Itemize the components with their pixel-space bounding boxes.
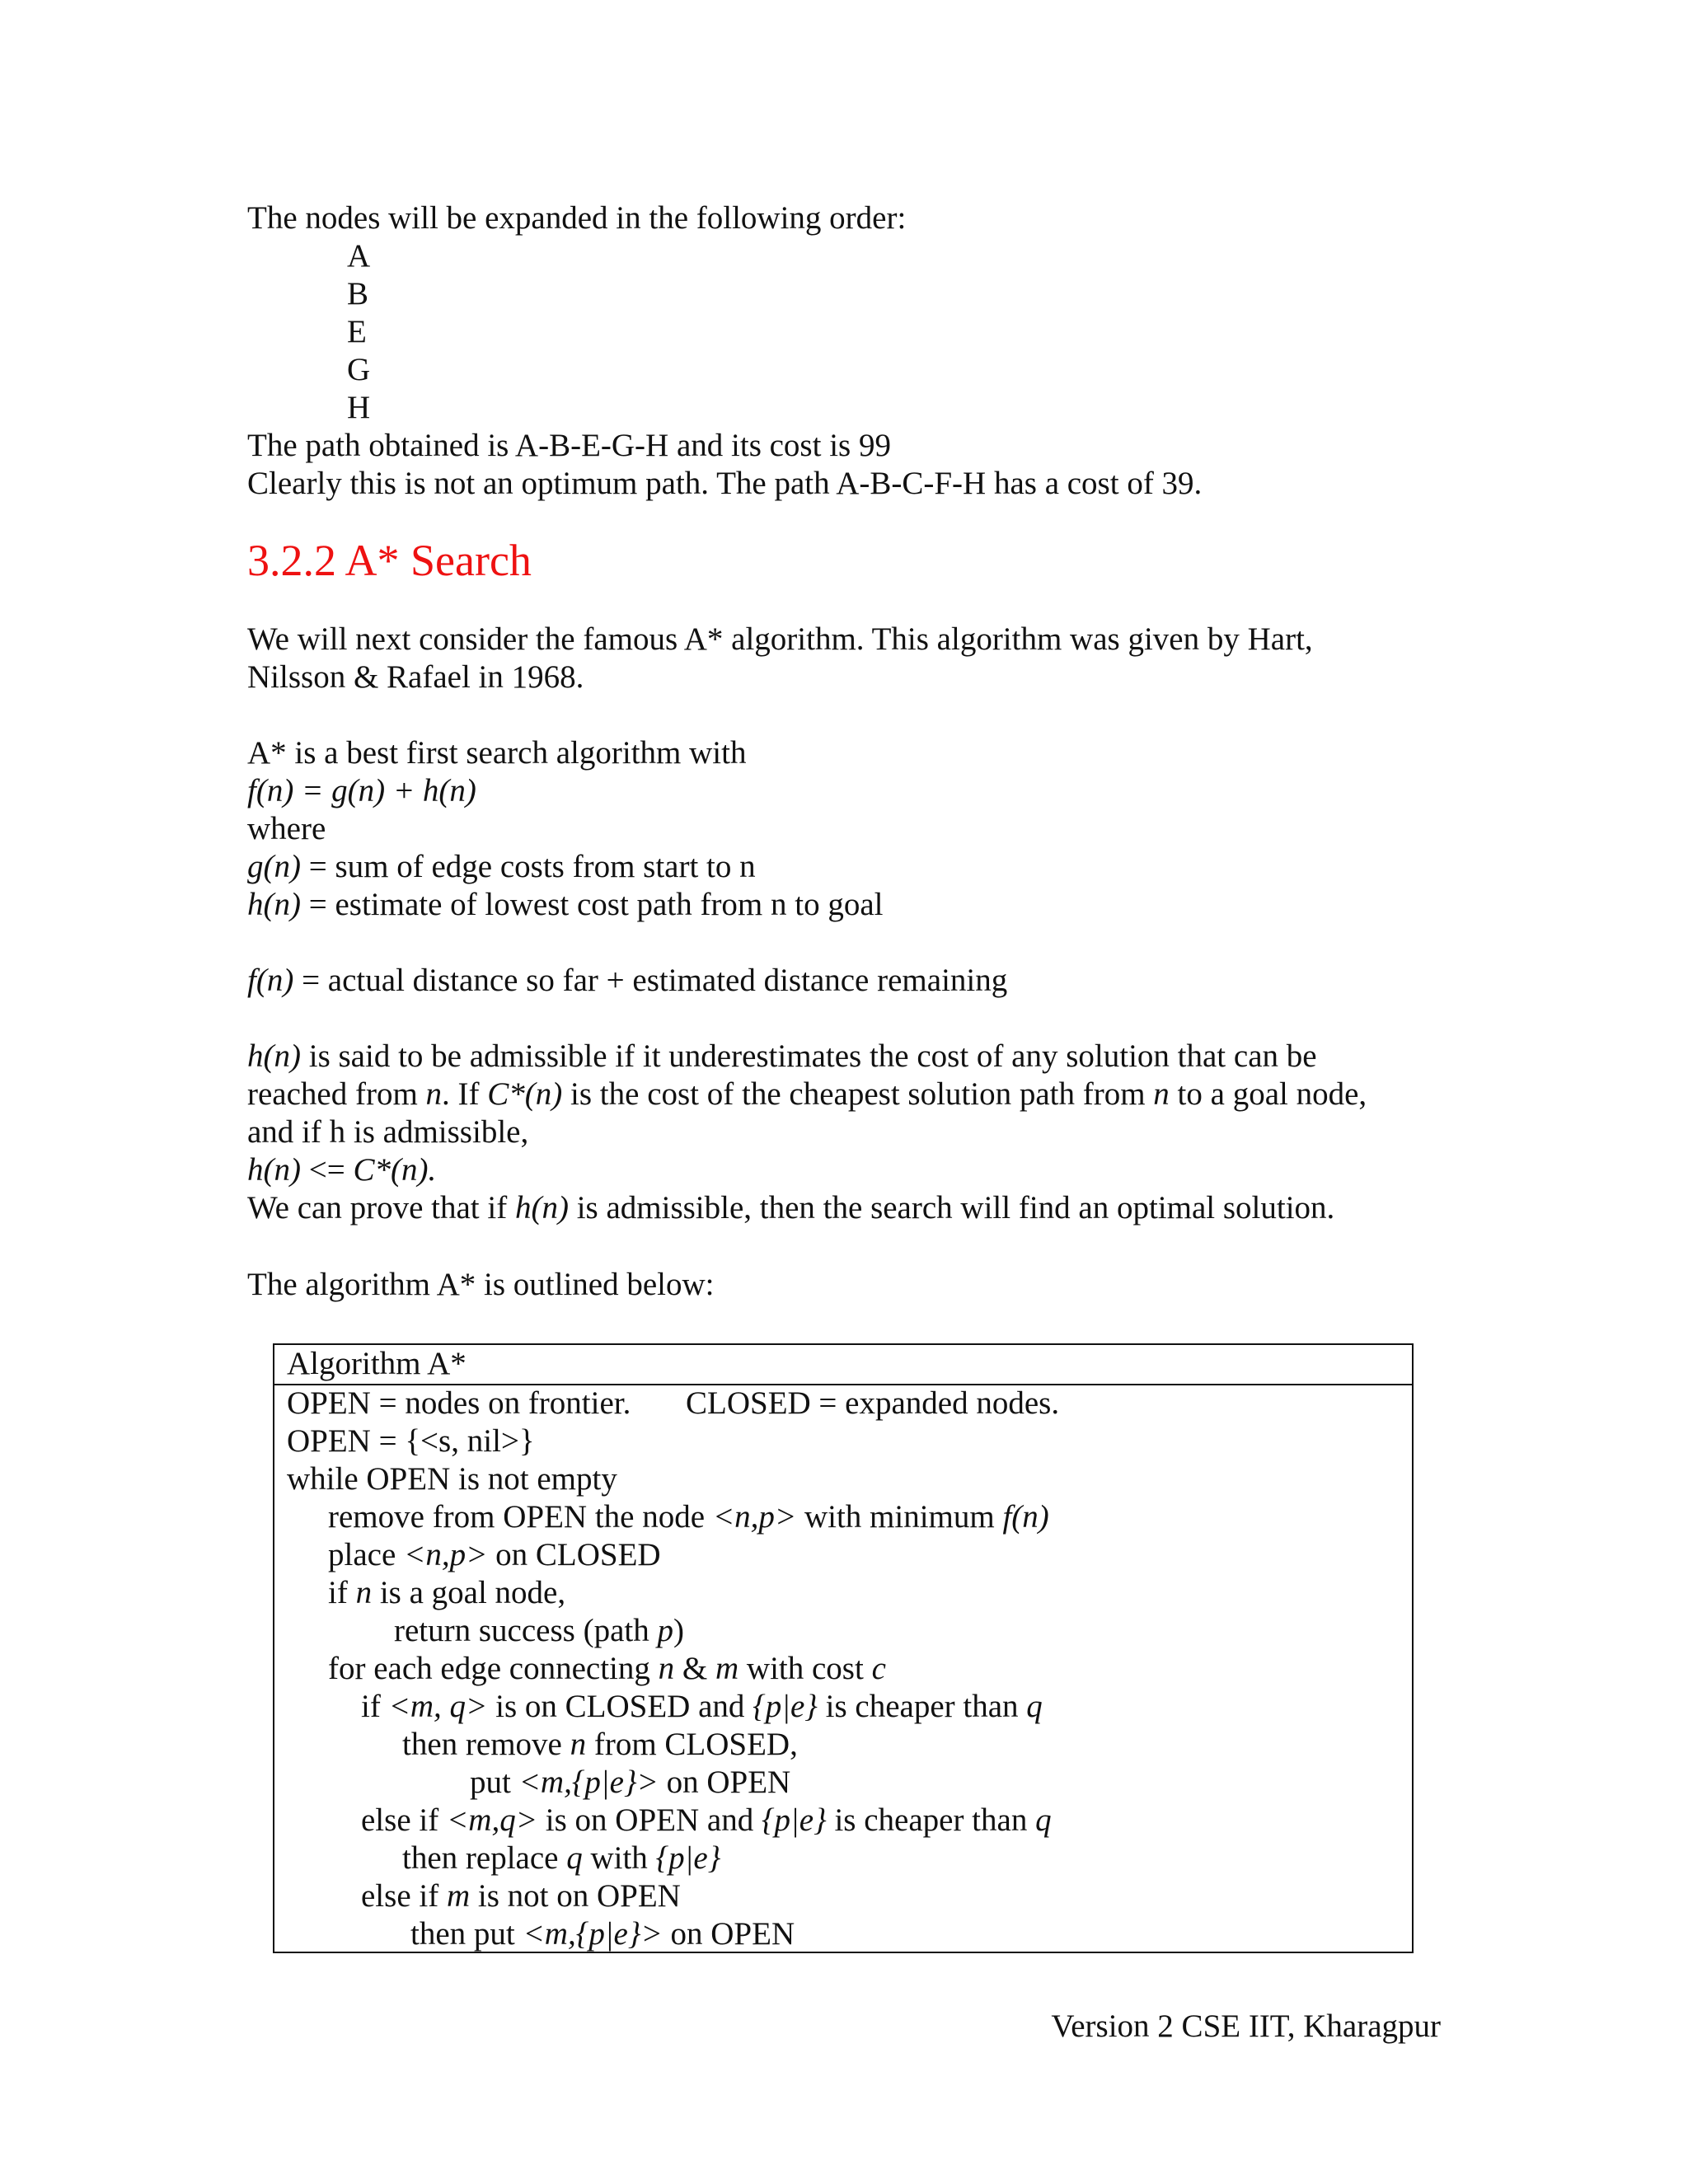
text-run: on OPEN (658, 1765, 791, 1800)
math-run: <n,p> (712, 1499, 797, 1535)
algorithm-line (361, 1802, 1052, 1840)
node-item: E (347, 314, 367, 349)
formula: f(n) = g(n) + h(n) (247, 773, 476, 808)
math-run: m (715, 1651, 739, 1686)
algorithm-line: OPEN = {<s, nil>} (287, 1423, 535, 1459)
math-run: {p|e} (753, 1689, 818, 1724)
algorithm-line (328, 1498, 1049, 1536)
text-run: put (470, 1765, 519, 1800)
text-run: then put (410, 1916, 523, 1952)
h-symbol: h(n) (247, 1038, 301, 1074)
math-run: <n,p> (404, 1537, 488, 1572)
f-symbol: f(n) (247, 963, 294, 998)
algorithm-line: while OPEN is not empty (287, 1461, 617, 1497)
h-definition (247, 886, 884, 924)
page-footer: Version 2 CSE IIT, Kharagpur (1051, 2008, 1441, 2044)
text-run: else if (361, 1878, 447, 1914)
h-symbol: h(n) (247, 887, 301, 922)
text-run: with minimum (796, 1499, 1003, 1535)
text-run: is cheaper than (826, 1802, 1036, 1838)
admissible-line (247, 1189, 1334, 1227)
algorithm-line (328, 1574, 565, 1612)
paragraph-line: We will next consider the famous A* algorithm. This algorithm was given by Hart, (247, 621, 1313, 657)
math-run: n (658, 1651, 675, 1686)
node-item: B (347, 276, 369, 312)
algorithm-line (394, 1612, 684, 1650)
text-run: reached from (247, 1076, 426, 1112)
text-run: We can prove that if (247, 1190, 515, 1226)
f-definition (247, 962, 1007, 1000)
c-star-symbol: C*(n) (487, 1076, 563, 1112)
text-run: with cost (738, 1651, 872, 1686)
g-symbol: g(n) (247, 849, 301, 884)
algorithm-line (328, 1650, 886, 1688)
expansion-order-text: The nodes will be expanded in the following order: (247, 200, 907, 236)
text-run: is the cost of the cheapest solution path from (562, 1076, 1154, 1112)
outline-text: The algorithm A* is outlined below: (247, 1267, 715, 1302)
paragraph-line: Nilsson & Rafael in 1968. (247, 659, 584, 695)
math-run: f(n) (1002, 1499, 1049, 1535)
text-run: <= (300, 1152, 354, 1188)
algorithm-line (361, 1688, 1043, 1726)
math-run: q (1026, 1689, 1043, 1724)
text-run: with (582, 1840, 656, 1876)
text-run: from CLOSED, (586, 1727, 798, 1762)
math-run: <m,{p|e}> (518, 1765, 659, 1800)
math-run: m (446, 1878, 471, 1914)
h-symbol: h(n) (514, 1190, 569, 1226)
h-symbol: h(n) (247, 1152, 301, 1188)
math-run: {p|e} (655, 1840, 721, 1876)
algorithm-line (402, 1840, 720, 1877)
text-run: is a goal node, (372, 1575, 566, 1610)
algorithm-line: OPEN = nodes on frontier. (287, 1385, 631, 1421)
text-run: on CLOSED (487, 1537, 661, 1572)
algorithm-line (470, 1764, 790, 1802)
text-run: is not on OPEN (470, 1878, 681, 1914)
text-run: return success (path (394, 1613, 658, 1648)
math-run: <m, q> (388, 1689, 488, 1724)
node-item: H (347, 390, 371, 425)
admissible-line (247, 1038, 1317, 1076)
text-run: to a goal node, (1169, 1076, 1367, 1112)
text-run: is on CLOSED and (487, 1689, 753, 1724)
text-run: is cheaper than (817, 1689, 1027, 1724)
algorithm-title: Algorithm A* (287, 1346, 467, 1381)
math-run: q (1035, 1802, 1052, 1838)
text-run: if (361, 1689, 389, 1724)
admissible-inequality (247, 1151, 436, 1189)
node-item: A (347, 238, 371, 274)
text-run: & (674, 1651, 715, 1686)
n-symbol: n (1153, 1076, 1170, 1112)
g-definition-text: = sum of edge costs from start to n (300, 849, 756, 884)
math-run: <m,{p|e}> (523, 1916, 663, 1952)
admissible-line: and if h is admissible, (247, 1114, 529, 1150)
text-run: if (328, 1575, 356, 1610)
algorithm-line (328, 1536, 661, 1574)
math-run: n (355, 1575, 373, 1610)
math-run: n (570, 1727, 587, 1762)
c-star-symbol: C*(n). (353, 1152, 437, 1188)
definition-intro: A* is a best first search algorithm with (247, 735, 747, 771)
h-definition-text: = estimate of lowest cost path from n to goal (300, 887, 884, 922)
n-symbol: n (425, 1076, 443, 1112)
algorithm-line (402, 1726, 798, 1764)
text-run: remove from OPEN the node (328, 1499, 713, 1535)
algorithm-line: CLOSED = expanded nodes. (686, 1385, 1060, 1421)
text-run: then replace (402, 1840, 567, 1876)
math-run: <m,q> (446, 1802, 538, 1838)
math-run: p (657, 1613, 673, 1648)
text-run: else if (361, 1802, 447, 1838)
text-run: is said to be admissible if it underestimates the cost of any solution that can be (300, 1038, 1317, 1074)
text-run: . If (442, 1076, 488, 1112)
algorithm-line (361, 1877, 681, 1915)
text-run: on OPEN (662, 1916, 795, 1952)
text-run: is on OPEN and (537, 1802, 762, 1838)
section-heading: 3.2.2 A* Search (247, 536, 532, 585)
optimum-path-text: Clearly this is not an optimum path. The path A-B-C-F-H has a cost of 39. (247, 466, 1203, 501)
where-text: where (247, 811, 326, 846)
node-item: G (347, 352, 371, 387)
text-run: ) (673, 1613, 684, 1648)
text-run: is admissible, then the search will find an optimal solution. (568, 1190, 1335, 1226)
g-definition (247, 848, 756, 886)
admissible-line (247, 1076, 1367, 1113)
text-run: for each edge connecting (328, 1651, 659, 1686)
text-run: then remove (402, 1727, 570, 1762)
math-run: {p|e} (761, 1802, 827, 1838)
math-run: c (871, 1651, 886, 1686)
math-run: q (566, 1840, 583, 1876)
path-cost-text: The path obtained is A-B-E-G-H and its cost is 99 (247, 428, 891, 463)
text-run: place (328, 1537, 405, 1572)
f-definition-text: = actual distance so far + estimated distance remaining (293, 963, 1008, 998)
algorithm-line (410, 1915, 795, 1953)
